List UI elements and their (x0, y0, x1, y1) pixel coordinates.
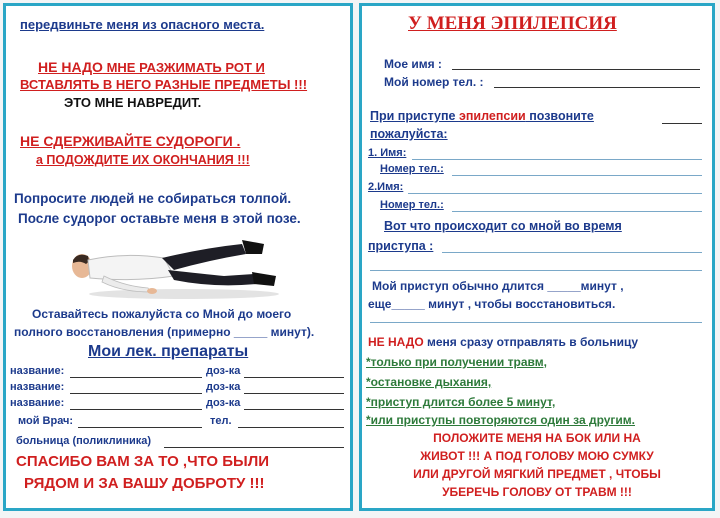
med-name-label: название: (10, 381, 65, 393)
med-dose-label: доз-ка (206, 397, 241, 409)
my-phone-field[interactable] (494, 87, 700, 88)
call-line-fill (662, 123, 702, 124)
contact2-phone-label: Номер тел.: (380, 199, 444, 211)
thanks-line-2: РЯДОМ И ЗА ВАШУ ДОБРОТУ !!! (24, 475, 265, 492)
condition-injury: *только при получении травм, (366, 355, 547, 369)
med-dose-field[interactable] (244, 409, 344, 410)
warning-harm: ЭТО МНЕ НАВРЕДИТ. (64, 95, 202, 110)
recovery-text: еще_____ минут , чтобы восстановиться. (368, 297, 616, 311)
page-title: У МЕНЯ ЭПИЛЕПСИЯ (408, 13, 617, 34)
my-phone-label: Мой номер тел. : (384, 75, 484, 89)
stay-with-me: Оставайтесь пожалуйста со Мной до моего (32, 307, 292, 321)
my-name-label: Мое имя : (384, 57, 442, 71)
condition-repeat: *или приступы повторяются один за другим. (366, 413, 635, 427)
thanks-line-1: СПАСИБО ВАМ ЗА ТО ,ЧТО БЫЛИ (16, 453, 270, 470)
warning-no-open-mouth: НЕ НАДО МНЕ РАЗЖИМАТЬ РОТ И (38, 59, 265, 75)
doctor-phone-field[interactable] (238, 427, 344, 428)
doctor-label: мой Врач: (18, 415, 74, 427)
condition-breathing: *остановке дыхания, (366, 375, 492, 389)
call-instruction: При приступе эпилепсии позвоните (370, 109, 594, 123)
contact2-phone-field[interactable] (452, 211, 702, 212)
warning-wait-end: а ПОДОЖДИТЕ ИХ ОКОНЧАНИЯ !!! (36, 153, 250, 167)
condition-duration: *приступ длится более 5 минут, (366, 395, 556, 409)
med-dose-field[interactable] (244, 393, 344, 394)
contact1-phone-label: Номер тел.: (380, 163, 444, 175)
call-please: пожалуйста: (370, 127, 448, 141)
happens-field-1[interactable] (442, 252, 702, 253)
recovery-position-figure-icon (64, 230, 284, 302)
left-panel (3, 3, 353, 511)
my-name-field[interactable] (452, 69, 700, 70)
contact1-phone-field[interactable] (452, 175, 702, 176)
final-line-4: УБЕРЕЧЬ ГОЛОВУ ОТ ТРАВМ !!! (442, 485, 632, 499)
contact2-name-field[interactable] (408, 193, 702, 194)
contact1-name-field[interactable] (412, 159, 702, 160)
final-line-2: ЖИВОТ !!! А ПОД ГОЛОВУ МОЮ СУМКУ (420, 449, 654, 463)
hospital-warning: НЕ НАДО меня сразу отправлять в больницу (368, 335, 639, 349)
doctor-phone-label: тел. (210, 415, 232, 427)
contact1-name-label: 1. Имя: (368, 147, 407, 159)
med-name-field[interactable] (70, 393, 202, 394)
meds-title: Мои лек. препараты (88, 343, 249, 360)
top-note: передвиньте меня из опасного места. (20, 17, 265, 32)
hospital-field[interactable] (164, 447, 344, 448)
ask-no-crowd: Попросите людей не собираться толпой. (14, 191, 292, 206)
med-name-label: название: (10, 365, 65, 377)
med-dose-label: доз-ка (206, 365, 241, 377)
med-name-field[interactable] (70, 409, 202, 410)
doctor-field[interactable] (78, 427, 202, 428)
happens-field-2[interactable] (370, 270, 702, 271)
med-name-field[interactable] (70, 377, 202, 378)
ask-keep-pose: После судорог оставьте меня в этой позе. (18, 211, 301, 226)
happens-title: Вот что происходит со мной во время (384, 219, 622, 233)
med-name-label: название: (10, 397, 65, 409)
final-line-3: ИЛИ ДРУГОЙ МЯГКИЙ ПРЕДМЕТ , ЧТОБЫ (413, 467, 661, 481)
final-line-1: ПОЛОЖИТЕ МЕНЯ НА БОК ИЛИ НА (433, 431, 641, 445)
contact2-name-label: 2.Имя: (368, 181, 404, 193)
warning-no-restrain: НЕ СДЕРЖИВАЙТЕ СУДОРОГИ . (20, 133, 241, 149)
right-panel (359, 3, 715, 511)
warning-no-objects: ВСТАВЛЯТЬ В НЕГО РАЗНЫЕ ПРЕДМЕТЫ !!! (20, 77, 308, 92)
med-dose-field[interactable] (244, 377, 344, 378)
duration-text: Мой приступ обычно длится _____минут , (372, 279, 624, 293)
med-dose-label: доз-ка (206, 381, 241, 393)
hospital-label: больница (поликлиника) (16, 435, 152, 447)
recovery-time: полного восстановления (примерно _____ минут). (14, 325, 315, 339)
duration-divider (370, 322, 702, 323)
happens-title-2: приступа : (368, 239, 434, 253)
